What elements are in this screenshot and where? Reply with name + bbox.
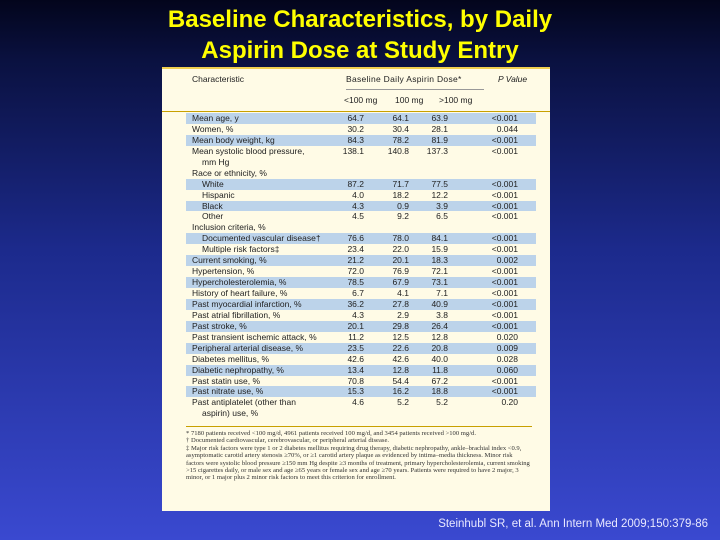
table-row — [162, 310, 550, 321]
cell-100: 78.0 — [392, 233, 409, 244]
table-row — [162, 288, 550, 299]
cell-lt100: 4.0 — [352, 189, 364, 200]
row-label: mm Hg — [202, 156, 230, 167]
cell-p-value: 0.20 — [501, 397, 518, 408]
table-row — [162, 135, 550, 146]
table-row — [162, 168, 550, 179]
cell-p-value: <0.001 — [491, 277, 518, 288]
table-row — [162, 201, 550, 212]
cell-100: 0.9 — [397, 200, 409, 211]
cell-lt100: 30.2 — [347, 123, 364, 134]
cell-p-value: <0.001 — [491, 375, 518, 386]
cell-gt100: 3.8 — [436, 309, 448, 320]
row-label: Current smoking, % — [192, 255, 267, 266]
footnote-dagger: † Documented cardiovascular, cerebrovascular, or peripheral arterial disease. — [186, 437, 390, 445]
cell-100: 54.4 — [392, 375, 409, 386]
cell-lt100: 64.7 — [347, 113, 364, 123]
cell-gt100: 63.9 — [431, 113, 448, 123]
cell-100: 12.5 — [392, 331, 409, 342]
table-row — [162, 365, 550, 376]
cell-lt100: 84.3 — [347, 134, 364, 145]
slide-title-line-2: Aspirin Dose at Study Entry — [201, 37, 519, 64]
cell-lt100: 20.1 — [347, 320, 364, 331]
row-label: Past statin use, % — [192, 375, 261, 386]
header-dose-gt100: >100 mg — [439, 95, 473, 105]
cell-p-value: 0.060 — [496, 364, 518, 375]
cell-p-value: 0.020 — [496, 331, 518, 342]
row-label: Past atrial fibrillation, % — [192, 309, 281, 320]
cell-p-value: <0.001 — [491, 189, 518, 200]
table-row — [162, 157, 550, 168]
row-label: History of heart failure, % — [192, 288, 288, 298]
header-p-value: P Value — [498, 74, 528, 84]
table-row — [162, 211, 550, 222]
cell-lt100: 138.1 — [342, 145, 364, 156]
cell-p-value: <0.001 — [491, 211, 518, 222]
cell-100: 29.8 — [392, 320, 409, 331]
header-dose-group: Baseline Daily Aspirin Dose* — [346, 74, 462, 84]
cell-lt100: 6.7 — [352, 288, 364, 298]
cell-100: 18.2 — [392, 189, 409, 200]
row-label: Multiple risk factors‡ — [202, 244, 280, 255]
cell-gt100: 81.9 — [431, 134, 448, 145]
cell-p-value: <0.001 — [491, 288, 518, 298]
cell-gt100: 28.1 — [431, 123, 448, 134]
cell-100: 22.0 — [392, 244, 409, 255]
cell-100: 30.4 — [392, 123, 409, 134]
cell-gt100: 15.9 — [431, 244, 448, 255]
row-label: Hypercholesterolemia, % — [192, 277, 287, 288]
table-row — [162, 266, 550, 277]
cell-lt100: 23.4 — [347, 244, 364, 255]
row-label: Past nitrate use, % — [192, 386, 264, 397]
row-label: Mean body weight, kg — [192, 134, 275, 145]
baseline-table — [162, 67, 550, 511]
cell-lt100: 13.4 — [347, 364, 364, 375]
cell-lt100: 87.2 — [347, 178, 364, 189]
cell-lt100: 11.2 — [348, 331, 364, 342]
cell-lt100: 23.5 — [347, 342, 364, 353]
row-label: Diabetes mellitus, % — [192, 353, 270, 364]
row-label: Past transient ischemic attack, % — [192, 331, 317, 342]
table-row — [162, 124, 550, 135]
cell-gt100: 20.8 — [431, 342, 448, 353]
header-divider — [346, 89, 484, 90]
cell-100: 22.6 — [392, 342, 409, 353]
cell-p-value: <0.001 — [491, 200, 518, 211]
cell-p-value: <0.001 — [491, 309, 518, 320]
cell-gt100: 67.2 — [431, 375, 448, 386]
cell-100: 71.7 — [392, 178, 409, 189]
row-label: Other — [202, 211, 224, 222]
table-row — [162, 244, 550, 255]
cell-gt100: 18.8 — [431, 386, 448, 397]
row-label: Diabetic nephropathy, % — [192, 364, 284, 375]
cell-lt100: 4.5 — [352, 211, 364, 222]
cell-p-value: <0.001 — [491, 320, 518, 331]
cell-100: 67.9 — [392, 277, 409, 288]
cell-gt100: 26.4 — [431, 320, 448, 331]
table-row — [162, 376, 550, 387]
cell-lt100: 36.2 — [347, 298, 364, 309]
cell-lt100: 76.6 — [347, 233, 364, 244]
cell-100: 9.2 — [397, 211, 409, 222]
row-label: Race or ethnicity, % — [192, 167, 267, 178]
row-label: Women, % — [192, 123, 234, 134]
cell-gt100: 77.5 — [431, 178, 448, 189]
cell-100: 2.9 — [397, 309, 409, 320]
cell-gt100: 7.1 — [436, 288, 448, 298]
cell-100: 20.1 — [392, 255, 409, 266]
cell-100: 140.8 — [387, 145, 409, 156]
table-row — [162, 386, 550, 397]
cell-lt100: 21.2 — [347, 255, 364, 266]
cell-gt100: 40.9 — [431, 298, 448, 309]
cell-lt100: 70.8 — [347, 375, 364, 386]
header-dose-lt100: <100 mg — [344, 95, 378, 105]
row-label: aspirin) use, % — [202, 408, 259, 419]
table-row — [162, 113, 550, 124]
cell-100: 64.1 — [392, 113, 409, 123]
header-dose-100: 100 mg — [395, 95, 424, 105]
table-row — [162, 321, 550, 332]
cell-p-value: <0.001 — [491, 298, 518, 309]
cell-p-value: 0.028 — [496, 353, 518, 364]
table-row — [162, 408, 550, 419]
cell-100: 5.2 — [397, 397, 409, 408]
slide-title — [0, 4, 720, 66]
cell-100: 12.8 — [392, 364, 409, 375]
cell-gt100: 6.5 — [436, 211, 448, 222]
cell-100: 4.1 — [397, 288, 409, 298]
cell-lt100: 4.3 — [352, 309, 364, 320]
table-row — [162, 255, 550, 266]
row-label: Mean age, y — [192, 113, 239, 123]
cell-p-value: <0.001 — [491, 113, 518, 123]
cell-gt100: 72.1 — [431, 266, 448, 277]
cell-100: 76.9 — [392, 266, 409, 277]
table-row — [162, 299, 550, 310]
cell-p-value: 0.009 — [496, 342, 518, 353]
cell-100: 16.2 — [392, 386, 409, 397]
slide-title-line-1: Baseline Characteristics, by Daily — [167, 6, 553, 33]
cell-p-value: <0.001 — [491, 178, 518, 189]
footnote-double-dagger: ‡ Major risk factors were type 1 or 2 diabetes mellitus requiring drug therapy, diabetic nephropathy, ankle–brachial index <0.9, asymptomatic carotid artery stenosis ≥70%, or ≥1 carotid artery plaque as evidenced by intima–media thickness. Minor risk factors were systolic blood pressure ≥150 mm Hg despite ≥3 months of treatment, primary hypercholesterolemia, current smoking >15 cigarettes daily, or male sex and age ≥65 years or female sex and age ≥70 years. Patients were required to have 2 major, 3 minor, or 1 major plus 2 minor risk factors to meet this criterion for enrollment. — [186, 444, 530, 482]
cell-gt100: 73.1 — [431, 277, 448, 288]
footnote-asterisk: * 7180 patients received <100 mg/d, 4961 patients received 100 mg/d, and 3454 patients received >100 mg/d. — [186, 430, 476, 437]
cell-gt100: 11.8 — [432, 364, 448, 375]
cell-gt100: 12.8 — [431, 331, 448, 342]
cell-lt100: 15.3 — [347, 386, 364, 397]
table-row — [162, 397, 550, 408]
row-label: Past stroke, % — [192, 320, 247, 331]
row-label: Hispanic — [202, 189, 235, 200]
cell-lt100: 4.3 — [352, 200, 364, 211]
table-row — [162, 179, 550, 190]
cell-p-value: <0.001 — [491, 233, 518, 244]
table-footnotes — [186, 426, 532, 482]
table-row — [162, 190, 550, 201]
table-row — [162, 332, 550, 343]
row-label: Peripheral arterial disease, % — [192, 342, 304, 353]
cell-100: 78.2 — [392, 134, 409, 145]
table-row — [162, 343, 550, 354]
cell-p-value: <0.001 — [491, 386, 518, 397]
table-header — [162, 69, 550, 112]
table-row — [162, 222, 550, 233]
table-row — [162, 233, 550, 244]
row-label: Past myocardial infarction, % — [192, 298, 302, 309]
cell-p-value: 0.002 — [496, 255, 518, 266]
cell-p-value: <0.001 — [491, 145, 518, 156]
cell-p-value: 0.044 — [496, 123, 518, 134]
table-row — [162, 354, 550, 365]
row-label: Black — [202, 200, 223, 211]
cell-100: 42.6 — [392, 353, 409, 364]
cell-gt100: 5.2 — [436, 397, 448, 408]
table-body — [162, 113, 550, 419]
cell-gt100: 3.9 — [436, 200, 448, 211]
table-row — [162, 277, 550, 288]
table-row — [162, 146, 550, 157]
header-characteristic: Characteristic — [192, 74, 244, 84]
citation: Steinhubl SR, et al. Ann Intern Med 2009;150:379-86 — [438, 518, 708, 530]
cell-100: 27.8 — [392, 298, 409, 309]
row-label: Mean systolic blood pressure, — [192, 145, 305, 156]
cell-p-value: <0.001 — [491, 266, 518, 277]
cell-gt100: 137.3 — [426, 145, 448, 156]
row-label: Past antiplatelet (other than — [192, 397, 296, 408]
row-label: Hypertension, % — [192, 266, 255, 277]
row-label: Inclusion criteria, % — [192, 222, 266, 233]
cell-gt100: 84.1 — [431, 233, 448, 244]
cell-lt100: 78.5 — [347, 277, 364, 288]
cell-gt100: 18.3 — [431, 255, 448, 266]
cell-lt100: 4.6 — [352, 397, 364, 408]
cell-lt100: 42.6 — [347, 353, 364, 364]
cell-p-value: <0.001 — [491, 244, 518, 255]
cell-gt100: 40.0 — [431, 353, 448, 364]
row-label: White — [202, 178, 224, 189]
cell-gt100: 12.2 — [431, 189, 448, 200]
row-label: Documented vascular disease† — [202, 233, 321, 244]
cell-lt100: 72.0 — [347, 266, 364, 277]
cell-p-value: <0.001 — [491, 134, 518, 145]
